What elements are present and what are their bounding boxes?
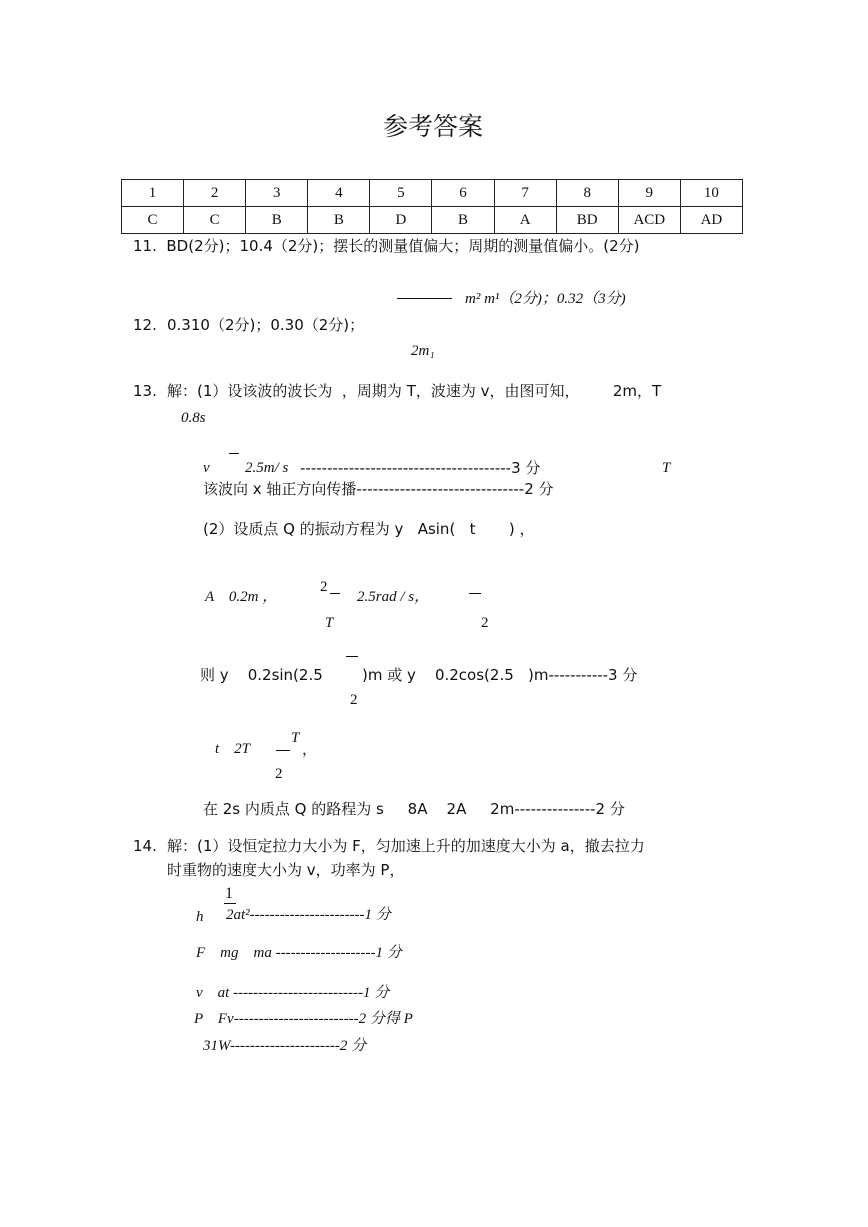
- answer-table: [121, 179, 743, 234]
- q14-power-eq: P Fv-------------------------2 分得 P: [194, 1011, 413, 1027]
- q13-time-comma: ，: [302, 740, 318, 758]
- q13-omega-value: 2.5rad / s，: [357, 589, 430, 605]
- q13-eq-den: 2: [350, 692, 358, 708]
- answer-cell: A: [494, 207, 556, 234]
- q13-eq-bar: [346, 656, 358, 657]
- question-number-cell: 8: [556, 180, 618, 207]
- answer-cell: B: [308, 207, 370, 234]
- q14-half-bar: [224, 903, 236, 904]
- q14-power-result: 31W----------------------2 分: [203, 1038, 367, 1054]
- q13-velocity-symbol: v: [203, 460, 210, 476]
- q13-part2-intro: (2）设质点 Q 的振动方程为 y Asin( t ) ，: [203, 520, 535, 538]
- q13-equation-right: )m 或 y 0.2cos(2.5 )m-----------3 分: [362, 666, 638, 684]
- answer-cell: D: [370, 207, 432, 234]
- q14-height-symbol: h: [196, 909, 204, 925]
- answer-cell: C: [122, 207, 184, 234]
- q13-line2: 0.8s: [181, 410, 206, 426]
- q13-phase-bar: [469, 593, 481, 594]
- q13-amplitude: A 0.2m ，: [205, 589, 278, 605]
- q12-fraction-denominator: 2m₁: [411, 343, 435, 359]
- question-number-cell: 3: [246, 180, 308, 207]
- question-number-cell: 2: [184, 180, 246, 207]
- q13-time: t 2T: [215, 741, 251, 757]
- q13-overline-mark: [229, 453, 239, 454]
- page-title: 参考答案: [383, 112, 484, 141]
- q13-number: 13.: [133, 382, 157, 400]
- q14-force-eq: F mg ma --------------------1 分: [196, 945, 402, 961]
- answer-cell: BD: [556, 207, 618, 234]
- q13-equation-left: 则 y 0.2sin(2.5: [200, 666, 323, 684]
- q14-height-eq: 2at²-----------------------1 分: [226, 907, 391, 923]
- q14-number: 14.: [133, 837, 157, 855]
- q13-time-den: 2: [275, 766, 283, 782]
- q13-direction: 该波向 x 轴正方向传播-------------------------------2 分: [203, 480, 554, 498]
- q13-phase-den: 2: [481, 615, 489, 631]
- q13-omega-den: T: [325, 615, 334, 631]
- q12-answer: 0.310（2分)；0.30（2分)；: [167, 316, 365, 334]
- q14-velocity-eq: v at --------------------------1 分: [196, 985, 390, 1001]
- question-number-cell: 7: [494, 180, 556, 207]
- question-number-cell: 6: [432, 180, 494, 207]
- question-number-cell: 10: [680, 180, 742, 207]
- answer-cell: AD: [680, 207, 742, 234]
- q13-velocity-value: 2.5m/ s: [245, 460, 289, 476]
- answer-table-answer-row: [122, 207, 743, 234]
- q13-time-bar: [276, 750, 290, 751]
- q14-line1: 解：(1）设恒定拉力大小为 F，匀加速上升的加速度大小为 a，撤去拉力: [167, 837, 645, 855]
- answer-cell: ACD: [618, 207, 680, 234]
- question-number-cell: 1: [122, 180, 184, 207]
- q13-path: 在 2s 内质点 Q 的路程为 s 8A 2A 2m---------------2 分: [203, 800, 625, 818]
- q13-time-T-num: T: [291, 730, 300, 746]
- question-number-cell: 5: [370, 180, 432, 207]
- answer-cell: B: [432, 207, 494, 234]
- q12-fraction-bar: [397, 298, 452, 299]
- q14-line2: 时重物的速度大小为 v，功率为 P，: [167, 861, 405, 879]
- q12-fraction-numerator: m² m¹（2分)；0.32（3分): [465, 291, 626, 307]
- answer-table-number-row: [122, 180, 743, 207]
- answer-cell: C: [184, 207, 246, 234]
- q13-period-symbol: T: [662, 460, 671, 476]
- q11-answer: 11. BD(2分)；10.4（2分)；摆长的测量值偏大；周期的测量值偏小。(2分): [133, 237, 640, 255]
- q13-line1: 解：(1）设该波的波长为 ，周期为 T，波速为 v，由图可知， 2m，T: [167, 382, 662, 400]
- q13-omega-num: 2: [320, 579, 328, 595]
- question-number-cell: 4: [308, 180, 370, 207]
- q13-omega-bar: [330, 593, 340, 594]
- q14-half-num: 1: [225, 885, 233, 902]
- q12-number: 12.: [133, 316, 157, 334]
- answer-cell: B: [246, 207, 308, 234]
- q13-velocity-score: ---------------------------------------3 分: [300, 459, 541, 477]
- question-number-cell: 9: [618, 180, 680, 207]
